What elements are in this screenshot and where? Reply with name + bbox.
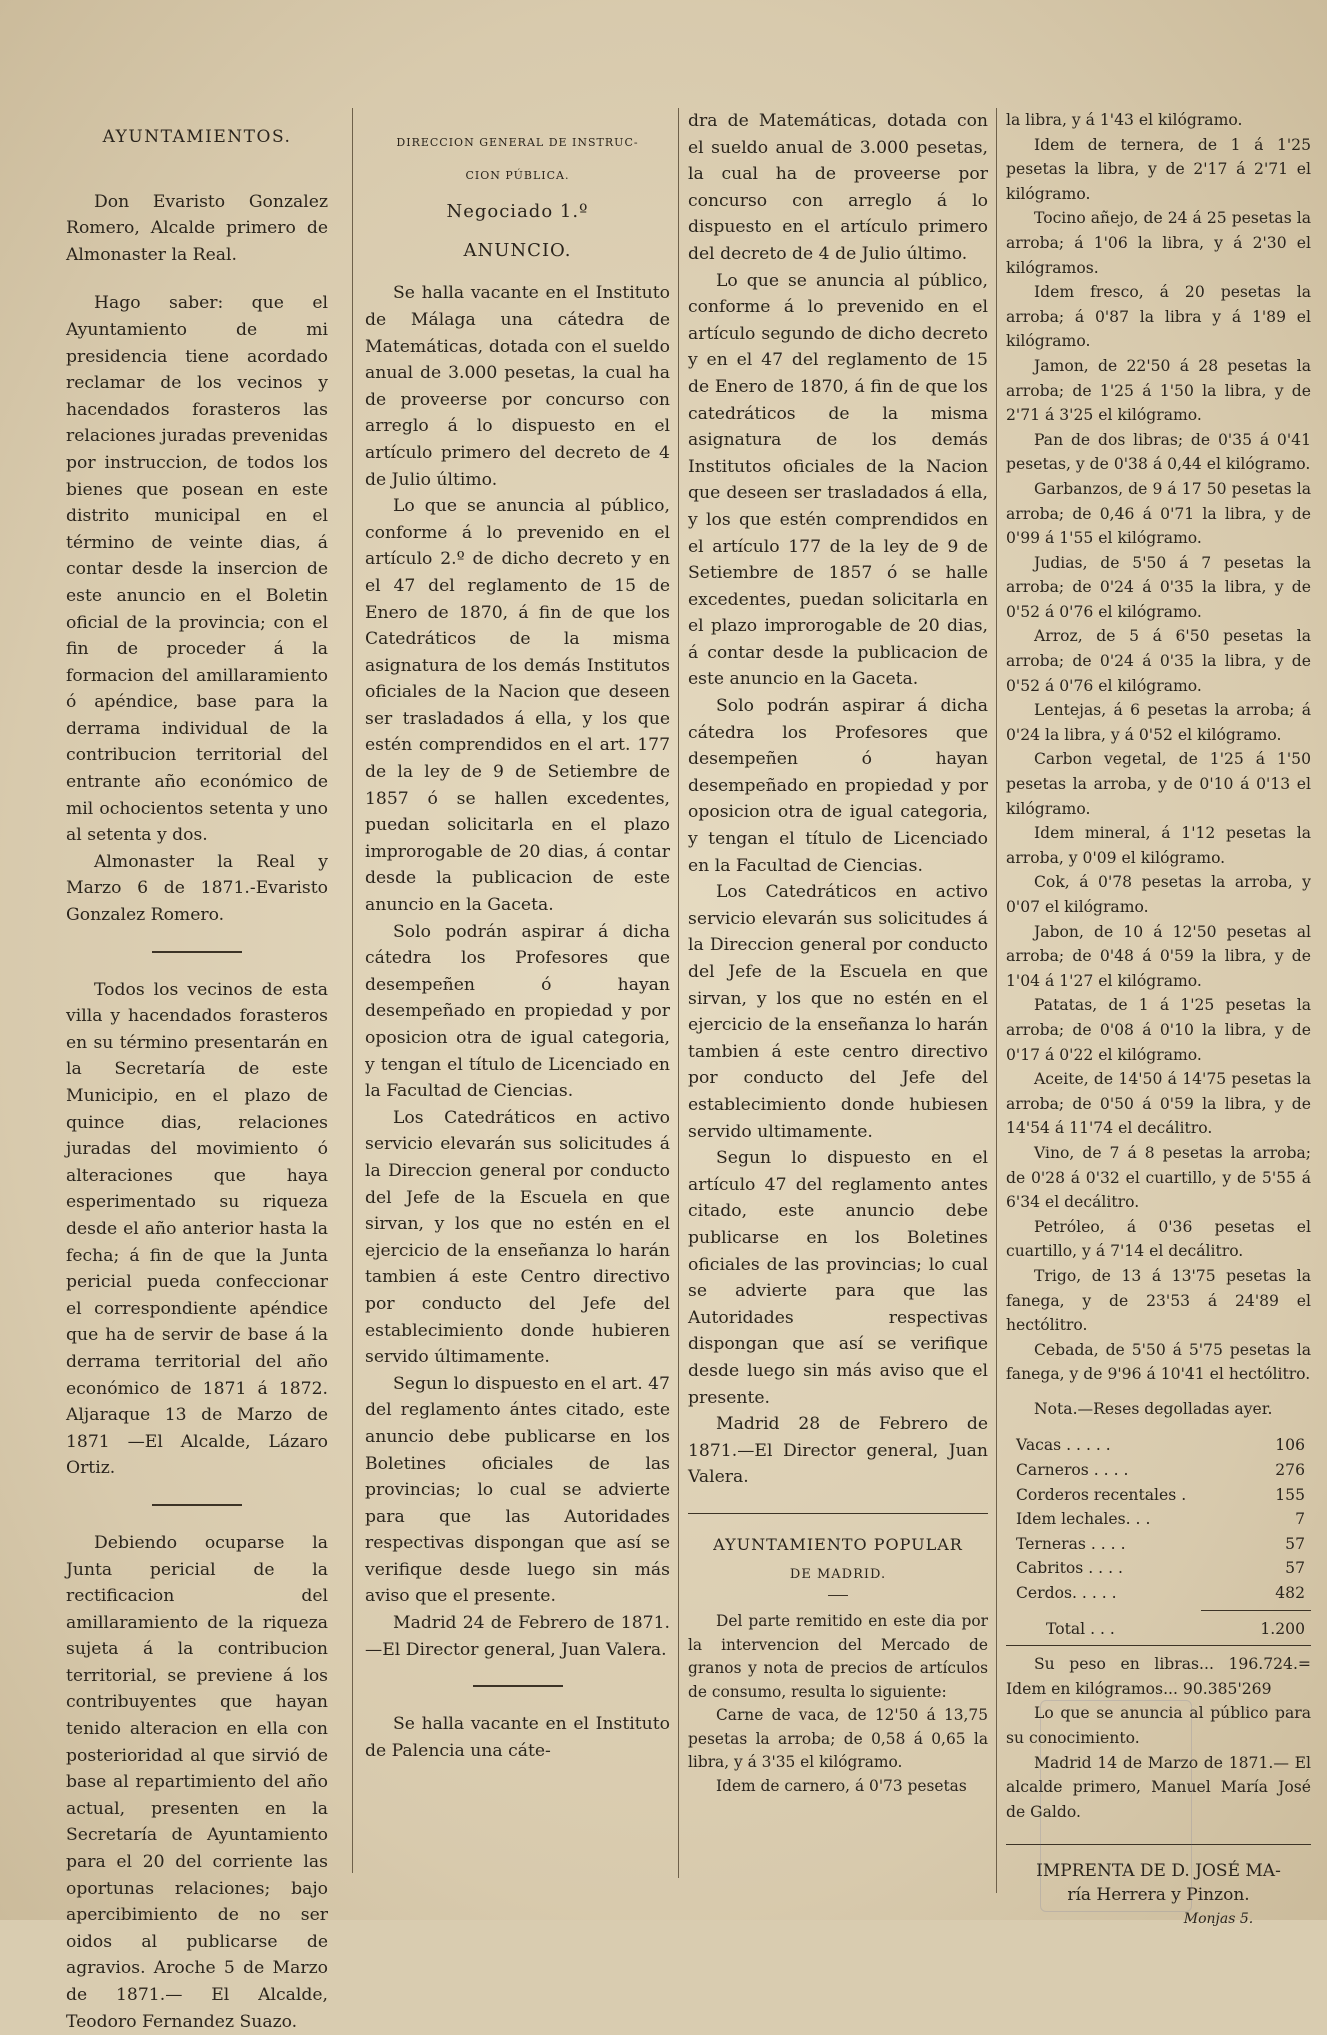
section-divider	[152, 951, 242, 953]
palencia-vacancy-start: Se halla vacante en el Instituto de Palencia una cáte-	[365, 1714, 670, 1761]
reses-row: Cerdos. . . . . 482	[1016, 1584, 1305, 1603]
imprenta-line2: ría Herrera y Pinzon.	[1067, 1885, 1250, 1906]
price-item: Lentejas, á 6 pesetas la arroba; á 0'24 la libra, y á 0'52 el kilógramo.	[1006, 701, 1311, 744]
price-carne-vaca: Carne de vaca, de 12'50 á 13,75 pesetas la arroba; de 0,58 á 0,65 la libra, y á 3'35 el kilógramo.	[688, 1706, 988, 1772]
malaga-applications: Los Catedráticos en activo servicio elevarán sus solicitudes á la Direccion general por conducto del Jefe de la Escuela en que sirvan, y los que no estén en el ejercicio de la enseñanza lo harán tambien á este Centro directivo por conducto del Jefe del establecimiento donde hubieren servido últimamente.	[365, 1107, 670, 1368]
malaga-signature: Madrid 24 de Febrero de 1871.—El Director general, Juan Valera.	[365, 1613, 670, 1660]
total-value: 1.200	[1260, 1619, 1305, 1638]
imprenta-address: Monjas 5.	[1183, 1911, 1254, 1928]
section-divider	[688, 1513, 988, 1514]
malaga-publication: Lo que se anuncia al público, conforme á lo prevenido en el artículo 2.º de dicho decreto y en el 47 del reglamento de 15 de Enero de 1870, á fin de que los Catedráticos de la misma asignatura de los demás Institutos oficiales de la Nacion que deseen ser trasladados á ella, y los que estén comprendidos en el art. 177 de la ley de 9 de Setiembre de 1857 ó se hallen excedentes, puedan solicitarla en el plazo improrogable de 20 dias, á contar desde la publicacion de este anuncio en la Gaceta.	[365, 496, 670, 916]
price-item: Jabon, de 10 á 12'50 pesetas al arroba; de 0'48 á 0'59 la libra, y de 1'04 á 1'27 el kilógramo.	[1006, 922, 1311, 990]
direccion-heading-line1: DIRECCION GENERAL DE INSTRUC-	[396, 136, 639, 149]
price-item: Aceite, de 14'50 á 14'75 pesetas la arroba; de 0'50 á 0'59 la libra, y de 14'54 á 11'74 el decálitro.	[1006, 1070, 1311, 1138]
malaga-boletines: Segun lo dispuesto en el art. 47 del reglamento ántes citado, este anuncio debe publicarse en los Boletines oficiales de las provincias; lo cual se advierte para que las Autoridades respectivas dispongan que así se verifique desde luego sin más aviso que el presente.	[365, 1373, 670, 1607]
column-1	[66, 110, 328, 2035]
anuncia-conocimiento: Lo que se anuncia al público para su conocimiento.	[1006, 1704, 1311, 1747]
ayuntamientos-heading: AYUNTAMIENTOS.	[102, 127, 292, 147]
palencia-signature: Madrid 28 de Febrero de 1871.—El Director general, Juan Valera.	[688, 1414, 988, 1488]
palencia-requirements: Solo podrán aspirar á dicha cátedra los Profesores que desempeñen ó hayan desempeñado en propiedad y por oposicion otra de igual categoria, y tengan el título de Licenciado en la Facultad de Ciencias.	[688, 696, 988, 876]
price-item: Idem fresco, á 20 pesetas la arroba; á 0'87 la libra y á 1'89 el kilógramo.	[1006, 283, 1311, 351]
peso-totals: Su peso en libras... 196.724.= Idem en kilógramos... 90.385'269	[1006, 1655, 1311, 1698]
price-item: Vino, de 7 á 8 pesetas la arroba; de 0'28 á 0'32 el cuartillo, y de 5'55 á 6'34 el decálitro.	[1006, 1143, 1311, 1212]
negociado-heading: Negociado 1.º	[446, 201, 589, 223]
de-madrid-subheading: DE MADRID.	[789, 1567, 887, 1583]
price-item: Judias, de 5'50 á 7 pesetas la arroba; de 0'24 á 0'35 la libra, y de 0'52 á 0'76 el kilógramo.	[1006, 553, 1311, 621]
reses-total	[1006, 1617, 1311, 1642]
notice-aroche: Debiendo ocuparse la Junta pericial de la rectificacion del amillaramiento de la riqueza sujeta á la contribucion territorial, se previene á los contribuyentes que hayan tenido alteracion en ella con posterioridad al que sirvió de base al repartimiento del año actual, presenten en la Secretaría de Ayuntamiento para el 20 del corriente las oportunas relaciones; bajo apercibimiento de no ser oidos al publicarse de agravios. Aroche 5 de Marzo de 1871.— El Alcalde, Teodoro Fernandez Suazo.	[66, 1532, 328, 2032]
total-rule	[1201, 1610, 1311, 1611]
reses-row: Carneros . . . . 276	[1016, 1461, 1305, 1480]
price-item: Patatas, de 1 á 1'25 pesetas la arroba; de 0'08 á 0'10 la libra, y de 0'17 á 0'22 el kilógramo.	[1006, 996, 1311, 1064]
reses-row: Cabritos . . . . 57	[1016, 1559, 1305, 1578]
price-item: Idem mineral, á 1'12 pesetas la arroba, y 0'09 el kilógramo.	[1006, 824, 1311, 867]
column-2	[365, 110, 670, 1764]
price-item: Idem de ternera, de 1 á 1'25 pesetas la libra, y de 2'17 á 2'71 el kilógramo.	[1006, 135, 1311, 203]
price-item: Tocino añejo, de 24 á 25 pesetas la arroba; á 1'06 la libra, y á 2'30 el kilógramos.	[1006, 209, 1311, 277]
mercado-intro: Del parte remitido en este dia por la intervencion del Mercado de granos y nota de precios de artículos de consumo, resulta lo siguiente:	[688, 1612, 988, 1701]
price-item: Trigo, de 13 á 13'75 pesetas la fanega, y de 23'53 á 24'89 el hectólitro.	[1006, 1266, 1311, 1335]
reses-list	[1006, 1433, 1311, 1605]
price-item: Carbon vegetal, de 1'25 á 1'50 pesetas la arroba, y de 0'10 á 0'13 el kilógramo.	[1006, 750, 1311, 818]
palencia-publication: Lo que se anuncia al público, conforme á lo prevenido en el artículo segundo de dicho decreto y en el 47 del reglamento de 15 de Enero de 1870, á fin de que los catedráticos de la misma asignatura de los demás Institutos oficiales de la Nacion que deseen ser trasladados á ella, y los que estén comprendidos en el artículo 177 de la ley de 9 de Setiembre de 1857 ó se halle excedentes, puedan solicitarla en el plazo improrogable de 20 dias, á contar desde la publicacion de este anuncio en la Gaceta.	[688, 270, 988, 690]
palencia-boletines: Segun lo dispuesto en el artículo 47 del reglamento antes citado, este anuncio debe publicarse en los Boletines oficiales de las provincias; lo cual se advierte para que las Autoridades respectivas dispongan que así se verifique desde luego sin más aviso que el presente.	[688, 1148, 988, 1408]
malaga-vacancy: Se halla vacante en el Instituto de Málaga una cátedra de Matemáticas, dotada con el sueldo anual de 3.000 pesetas, la cual ha de proveerse por concurso con arreglo á lo dispuesto en el artículo primero del decreto de 4 de Julio último.	[365, 283, 670, 490]
madrid-signature: Madrid 14 de Marzo de 1871.— El alcalde primero, Manuel María José de Galdo.	[1006, 1753, 1311, 1821]
column-4	[1006, 108, 1311, 1931]
notice-almonaster-body: Hago saber: que el Ayuntamiento de mi presidencia tiene acordado reclamar de los vecinos y hacendados forasteros las relaciones juradas prevenidas por instruccion, de todos los bienes que posean en este distrito municipal en el término de veinte dias, á contar desde la insercion de este anuncio en el Boletin oficial de la provincia; con el fin de proceder á la formacion del amillaramiento ó apéndice, base para la derrama individual de la contribucion territorial del entrante año económico de mil ochocientos setenta y uno al setenta y dos.	[66, 293, 328, 846]
notice-almonaster-sign: Almonaster la Real y Marzo 6 de 1871.-Evaristo Gonzalez Romero.	[66, 851, 328, 926]
direccion-heading-line2: CION PÚBLICA.	[465, 168, 570, 182]
price-item: Pan de dos libras; de 0'35 á 0'41 pesetas, y de 0'38 á 0,44 el kilógramo.	[1006, 430, 1311, 474]
section-divider	[473, 1685, 563, 1687]
notice-aljaraque: Todos los vecinos de esta villa y hacendados forasteros en su término presentarán en la Secretaría de este Municipio, en el plazo de quince dias, relaciones juradas del movimiento ó alteraciones que haya esperimentado su riqueza desde el año anterior hasta la fecha; á fin de que la Junta pericial pueda confeccionar el correspondiente apéndice que ha de servir de base á la derrama territorial del año económico de 1871 á 1872. Aljaraque 13 de Marzo de 1871 —El Alcalde, Lázaro Ortiz.	[66, 979, 328, 1479]
column-rule-1	[352, 108, 353, 1873]
palencia-vacancy-cont: dra de Matemáticas, dotada con el sueldo anual de 3.000 pesetas, la cual ha de proveerse por concurso con arreglo á lo dispuesto en el artículo primero del decreto de 4 de Julio último.	[688, 111, 988, 264]
price-item: la libra, y á 1'43 el kilógramo.	[1006, 111, 1243, 129]
reses-row: Corderos recentales . 155	[1016, 1485, 1305, 1504]
divider	[1006, 1645, 1311, 1646]
palencia-applications: Los Catedráticos en activo servicio elevarán sus solicitudes á la Direccion general por conducto del Jefe de la Escuela en que sirvan, y los que no estén en el ejercicio de la enseñanza lo harán tambien á este centro directivo por conducto del Jefe del establecimiento donde hubiesen servido ultimamente.	[688, 882, 988, 1142]
price-item: Arroz, de 5 á 6'50 pesetas la arroba; de 0'24 á 0'35 la libra, y de 0'52 á 0'76 el kilógramo.	[1006, 627, 1311, 695]
reses-row: Vacas . . . . . 106	[1016, 1436, 1305, 1455]
price-item: Jamon, de 22'50 á 28 pesetas la arroba; de 1'25 á 1'50 la libra, y de 2'71 á 3'25 el kilógramo.	[1006, 356, 1311, 425]
malaga-requirements: Solo podrán aspirar á dicha cátedra los Profesores que desempeñen ó hayan desempeñado en propiedad y por oposicion otra de igual categoria, y tengan el título de Licenciado en la Facultad de Ciencias.	[365, 921, 670, 1102]
imprenta-line1: IMPRENTA DE D. JOSÉ MA-	[1036, 1861, 1281, 1882]
short-divider	[828, 1595, 848, 1596]
column-rule-3	[996, 108, 997, 1893]
price-item: Cebada, de 5'50 á 5'75 pesetas la fanega, y de 9'96 á 10'41 el hectólitro.	[1006, 1340, 1311, 1384]
section-divider	[152, 1504, 242, 1506]
price-item: Petróleo, á 0'36 pesetas el cuartillo, y á 7'14 el decálitro.	[1006, 1217, 1311, 1261]
price-item: Garbanzos, de 9 á 17 50 pesetas la arroba; de 0,46 á 0'71 la libra, y de 0'99 á 1'55 el kilógramo.	[1006, 479, 1311, 548]
nota-reses: Nota.—Reses degolladas ayer.	[1034, 1399, 1273, 1418]
notice-almonaster-heading: Don Evaristo Gonzalez Romero, Alcalde primero de Almonaster la Real.	[66, 191, 328, 265]
column-3	[688, 108, 988, 1798]
library-stamp	[1040, 1700, 1192, 1912]
anuncio-heading: ANUNCIO.	[463, 239, 572, 261]
price-item: Cok, á 0'78 pesetas la arroba, y 0'07 el kilógramo.	[1006, 873, 1311, 916]
ayuntamiento-popular-heading: AYUNTAMIENTO POPULAR	[713, 1534, 963, 1554]
column-rule-2	[678, 108, 679, 1878]
reses-row: Terneras . . . . 57	[1016, 1534, 1305, 1553]
total-label: Total . . .	[1046, 1619, 1115, 1638]
price-carnero-start: Idem de carnero, á 0'73 pesetas	[716, 1776, 967, 1795]
reses-row: Idem lechales. . . 7	[1016, 1510, 1305, 1529]
